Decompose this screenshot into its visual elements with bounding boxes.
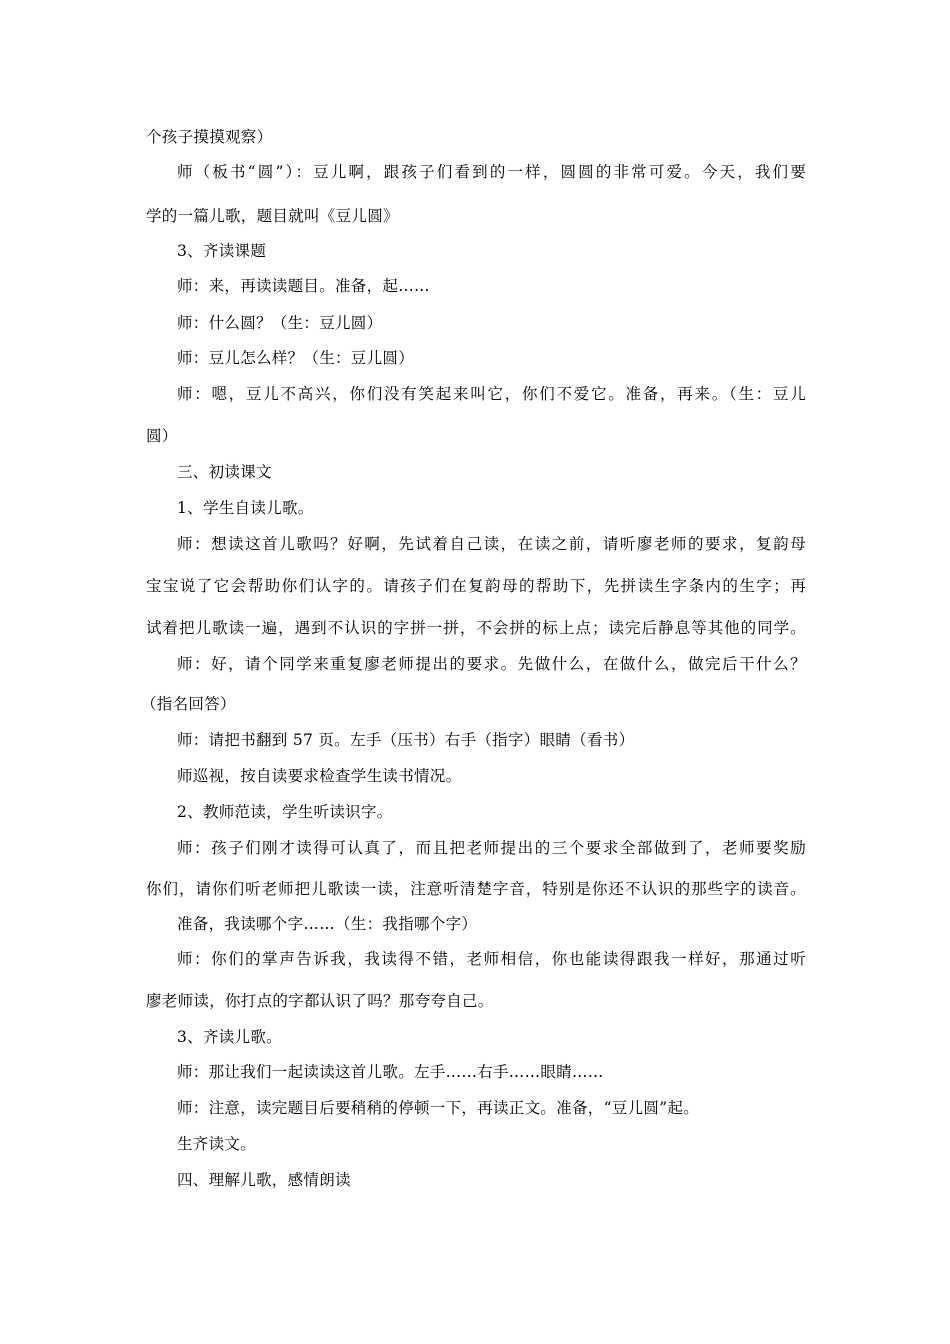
text-line: 师：孩子们刚才读得可认真了，而且把老师提出的三个要求全部做到了，老师要奖励 — [177, 839, 806, 857]
text-line: 学的一篇儿歌，题目就叫《豆儿圆》 — [146, 207, 399, 225]
text-line: 你们，请你们听老师把儿歌读一读，注意听清楚字音，特别是你还不认识的那些字的读音。 — [146, 880, 806, 898]
text-line: 3、齐读课题 — [177, 242, 267, 260]
text-line: 师：那让我们一起读读这首儿歌。左手……右手……眼睛…… — [177, 1063, 604, 1081]
text-line: 个孩子摸摸观察） — [146, 128, 273, 146]
text-line: 师巡视，按自读要求检查学生读书情况。 — [177, 767, 462, 785]
text-line: 师：想读这首儿歌吗？好啊，先试着自己读，在读之前，请听廖老师的要求，复韵母 — [177, 535, 806, 553]
text-line: （指名回答） — [141, 695, 236, 713]
text-line: 3、齐读儿歌。 — [177, 1028, 282, 1046]
text-line: 师：注意，读完题目后要稍稍的停顿一下，再读正文。准备，“豆儿圆”起。 — [177, 1099, 700, 1117]
text-line: 试着把儿歌读一遍，遇到不认识的字拼一拼，不会拼的标上点；读完后静息等其他的同学。 — [146, 619, 806, 637]
text-line: 生齐读文。 — [177, 1135, 257, 1153]
text-line: 师：豆儿怎么样？（生：豆儿圆） — [177, 349, 415, 367]
text-line: 1、学生自读儿歌。 — [177, 499, 314, 517]
text-line: 2、教师范读，学生听读识字。 — [177, 803, 393, 821]
text-line: 廖老师读，你打点的字都认识了吗？那夸夸自己。 — [146, 992, 494, 1010]
text-line: 准备，我读哪个字……（生：我指哪个字） — [177, 915, 478, 933]
text-line: 宝宝说了它会帮助你们认字的。请孩子们在复韵母的帮助下，先拼读生字条内的生字；再 — [146, 577, 806, 595]
text-line: 圆） — [146, 427, 178, 445]
text-line: 师：来，再读读题目。准备，起…… — [177, 277, 430, 295]
text-line: 师：你们的掌声告诉我，我读得不错，老师相信，你也能读得跟我一样好，那通过听 — [177, 950, 806, 968]
section-heading: 四、理解儿歌，感情朗读 — [177, 1171, 351, 1189]
section-heading: 三、初读课文 — [177, 463, 272, 481]
text-line: 师：嗯，豆儿不高兴，你们没有笑起来叫它，你们不爱它。准备，再来。（生：豆儿 — [177, 385, 806, 403]
text-line: 师：好，请个同学来重复廖老师提出的要求。先做什么，在做什么，做完后干什么？ — [177, 655, 806, 673]
text-line: 师：什么圆？（生：豆儿圆） — [177, 314, 383, 332]
text-line: 师：请把书翻到 57 页。左手（压书）右手（指字）眼睛（看书） — [177, 731, 635, 749]
text-line: 师（板书“圆”）：豆儿啊，跟孩子们看到的一样，圆圆的非常可爱。今天，我们要 — [177, 163, 806, 181]
